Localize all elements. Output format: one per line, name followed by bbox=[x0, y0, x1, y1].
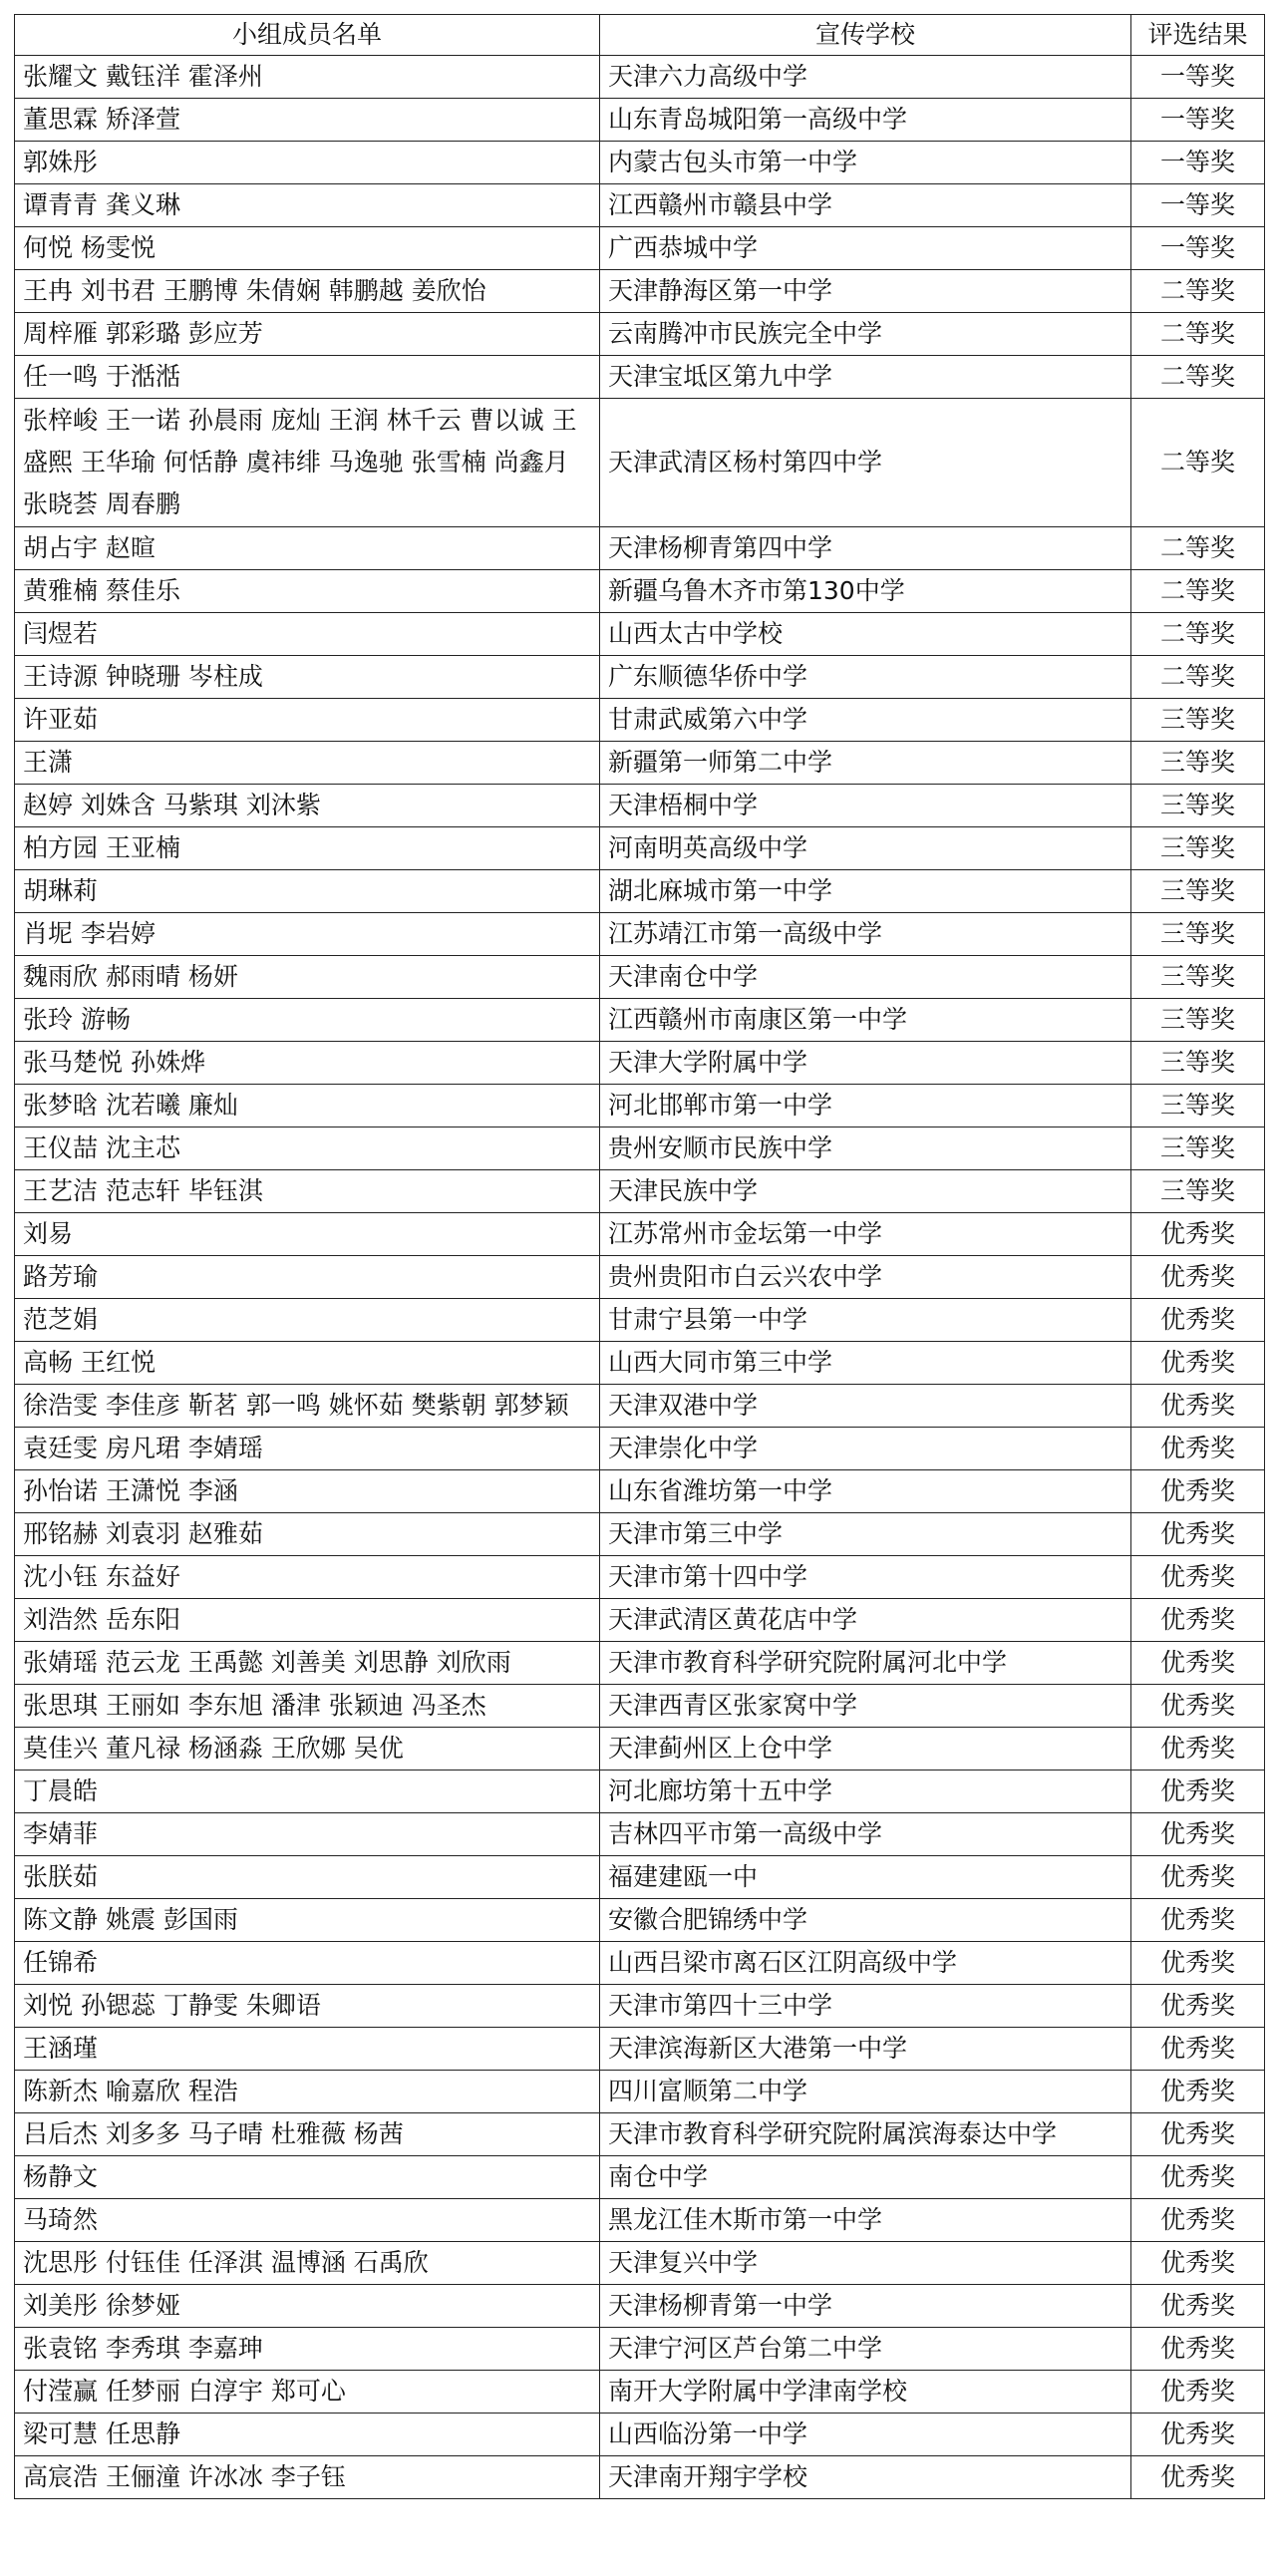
result-cell: 二等奖 bbox=[1131, 613, 1265, 656]
table-row bbox=[15, 1513, 1265, 1556]
school-cell: 天津西青区张家窝中学 bbox=[600, 1685, 1131, 1728]
school-cell: 江西赣州市南康区第一中学 bbox=[600, 999, 1131, 1042]
school-cell: 天津市第十四中学 bbox=[600, 1556, 1131, 1599]
member-names-cell: 刘悦 孙锶蕊 丁静雯 朱卿语 bbox=[15, 1985, 600, 2028]
member-names-cell: 袁廷雯 房凡珺 李婧瑶 bbox=[15, 1428, 600, 1470]
school-cell: 甘肃宁县第一中学 bbox=[600, 1299, 1131, 1342]
result-cell: 三等奖 bbox=[1131, 870, 1265, 913]
member-names-cell: 胡琳莉 bbox=[15, 870, 600, 913]
result-cell: 三等奖 bbox=[1131, 699, 1265, 742]
result-cell: 优秀奖 bbox=[1131, 1599, 1265, 1642]
table-row bbox=[15, 2071, 1265, 2113]
member-names-cell: 付滢赢 任梦丽 白淳宇 郑可心 bbox=[15, 2371, 600, 2414]
member-names-cell: 李婧菲 bbox=[15, 1813, 600, 1856]
result-cell: 二等奖 bbox=[1131, 313, 1265, 356]
result-cell: 一等奖 bbox=[1131, 184, 1265, 227]
table-row bbox=[15, 785, 1265, 827]
school-cell: 广东顺德华侨中学 bbox=[600, 656, 1131, 699]
school-cell: 广西恭城中学 bbox=[600, 227, 1131, 270]
school-cell: 江苏常州市金坛第一中学 bbox=[600, 1213, 1131, 1256]
member-names-cell: 沈思彤 付钰佳 任泽淇 温博涵 石禹欣 bbox=[15, 2242, 600, 2285]
table-row bbox=[15, 1899, 1265, 1942]
school-cell: 天津六力高级中学 bbox=[600, 56, 1131, 99]
school-cell: 河南明英高级中学 bbox=[600, 827, 1131, 870]
table-row bbox=[15, 1085, 1265, 1127]
table-row bbox=[15, 1685, 1265, 1728]
table-row bbox=[15, 2285, 1265, 2328]
result-cell: 优秀奖 bbox=[1131, 2071, 1265, 2113]
table-row bbox=[15, 1813, 1265, 1856]
table-row bbox=[15, 2328, 1265, 2371]
table-row bbox=[15, 613, 1265, 656]
table-row bbox=[15, 227, 1265, 270]
table-row bbox=[15, 1299, 1265, 1342]
table-row bbox=[15, 527, 1265, 570]
school-cell: 吉林四平市第一高级中学 bbox=[600, 1813, 1131, 1856]
result-cell: 二等奖 bbox=[1131, 270, 1265, 313]
result-cell: 二等奖 bbox=[1131, 527, 1265, 570]
member-names-cell: 张袁铭 李秀琪 李嘉珅 bbox=[15, 2328, 600, 2371]
result-cell: 优秀奖 bbox=[1131, 1513, 1265, 1556]
table-row bbox=[15, 356, 1265, 399]
table-row bbox=[15, 1856, 1265, 1899]
school-cell: 山东青岛城阳第一高级中学 bbox=[600, 99, 1131, 142]
school-cell: 天津市教育科学研究院附属滨海泰达中学 bbox=[600, 2113, 1131, 2156]
school-cell: 湖北麻城市第一中学 bbox=[600, 870, 1131, 913]
member-names-cell: 周梓雁 郭彩璐 彭应芳 bbox=[15, 313, 600, 356]
school-cell: 天津民族中学 bbox=[600, 1170, 1131, 1213]
member-names-cell: 郭姝彤 bbox=[15, 142, 600, 184]
school-cell: 天津南开翔宇学校 bbox=[600, 2456, 1131, 2499]
member-names-cell: 王涵瑾 bbox=[15, 2028, 600, 2071]
table-row bbox=[15, 1127, 1265, 1170]
member-names-cell: 张耀文 戴钰洋 霍泽州 bbox=[15, 56, 600, 99]
result-cell: 优秀奖 bbox=[1131, 1256, 1265, 1299]
member-names-cell: 杨静文 bbox=[15, 2156, 600, 2199]
table-row bbox=[15, 1942, 1265, 1985]
member-names-cell: 刘美彤 徐梦娅 bbox=[15, 2285, 600, 2328]
member-names-cell: 张玲 游畅 bbox=[15, 999, 600, 1042]
school-cell: 贵州贵阳市白云兴农中学 bbox=[600, 1256, 1131, 1299]
result-cell: 一等奖 bbox=[1131, 99, 1265, 142]
table-body bbox=[15, 56, 1265, 2499]
result-cell: 优秀奖 bbox=[1131, 2199, 1265, 2242]
result-cell: 优秀奖 bbox=[1131, 2285, 1265, 2328]
member-names-cell: 赵婷 刘姝含 马紫琪 刘沐紫 bbox=[15, 785, 600, 827]
member-names-cell: 陈文静 姚震 彭国雨 bbox=[15, 1899, 600, 1942]
member-names-cell: 王诗源 钟晓珊 岑柱成 bbox=[15, 656, 600, 699]
school-cell: 内蒙古包头市第一中学 bbox=[600, 142, 1131, 184]
member-names-cell: 陈新杰 喻嘉欣 程浩 bbox=[15, 2071, 600, 2113]
member-names-cell: 张马楚悦 孙姝烨 bbox=[15, 1042, 600, 1085]
member-names-cell: 任锦希 bbox=[15, 1942, 600, 1985]
result-cell: 优秀奖 bbox=[1131, 2113, 1265, 2156]
member-names-cell: 柏方园 王亚楠 bbox=[15, 827, 600, 870]
school-cell: 山东省潍坊第一中学 bbox=[600, 1470, 1131, 1513]
table-row bbox=[15, 742, 1265, 785]
member-names-cell: 黄雅楠 蔡佳乐 bbox=[15, 570, 600, 613]
table-row bbox=[15, 2242, 1265, 2285]
school-cell: 安徽合肥锦绣中学 bbox=[600, 1899, 1131, 1942]
school-cell: 河北廊坊第十五中学 bbox=[600, 1771, 1131, 1813]
school-cell: 天津复兴中学 bbox=[600, 2242, 1131, 2285]
member-names-cell: 刘易 bbox=[15, 1213, 600, 1256]
member-names-cell: 董思霖 矫泽萱 bbox=[15, 99, 600, 142]
school-cell: 山西临汾第一中学 bbox=[600, 2414, 1131, 2456]
school-cell: 河北邯郸市第一中学 bbox=[600, 1085, 1131, 1127]
school-cell: 天津双港中学 bbox=[600, 1385, 1131, 1428]
table-row bbox=[15, 699, 1265, 742]
result-cell: 三等奖 bbox=[1131, 827, 1265, 870]
school-cell: 天津南仓中学 bbox=[600, 956, 1131, 999]
header-row bbox=[15, 15, 1265, 56]
table-row bbox=[15, 913, 1265, 956]
member-names-cell: 莫佳兴 董凡禄 杨涵淼 王欣娜 吴优 bbox=[15, 1728, 600, 1771]
member-names-cell: 范芝娟 bbox=[15, 1299, 600, 1342]
result-cell: 优秀奖 bbox=[1131, 1728, 1265, 1771]
table-row bbox=[15, 313, 1265, 356]
school-cell: 天津静海区第一中学 bbox=[600, 270, 1131, 313]
member-names-cell: 王冉 刘书君 王鹏博 朱倩娴 韩鹏越 姜欣怡 bbox=[15, 270, 600, 313]
table-row bbox=[15, 2156, 1265, 2199]
table-row bbox=[15, 2028, 1265, 2071]
result-cell: 三等奖 bbox=[1131, 1170, 1265, 1213]
school-cell: 天津武清区黄花店中学 bbox=[600, 1599, 1131, 1642]
result-cell: 优秀奖 bbox=[1131, 2028, 1265, 2071]
member-names-cell: 路芳瑜 bbox=[15, 1256, 600, 1299]
table-row bbox=[15, 1042, 1265, 1085]
member-names-cell: 魏雨欣 郝雨晴 杨妍 bbox=[15, 956, 600, 999]
result-cell: 优秀奖 bbox=[1131, 2328, 1265, 2371]
school-cell: 山西大同市第三中学 bbox=[600, 1342, 1131, 1385]
table-row bbox=[15, 99, 1265, 142]
member-names-cell: 王艺洁 范志轩 毕钰淇 bbox=[15, 1170, 600, 1213]
member-names-cell: 梁可慧 任思静 bbox=[15, 2414, 600, 2456]
school-cell: 天津杨柳青第一中学 bbox=[600, 2285, 1131, 2328]
result-cell: 三等奖 bbox=[1131, 999, 1265, 1042]
result-cell: 三等奖 bbox=[1131, 1127, 1265, 1170]
table-row bbox=[15, 56, 1265, 99]
member-names-cell: 吕后杰 刘多多 马子晴 杜雅薇 杨茜 bbox=[15, 2113, 600, 2156]
school-cell: 南仓中学 bbox=[600, 2156, 1131, 2199]
table-row bbox=[15, 1470, 1265, 1513]
result-cell: 优秀奖 bbox=[1131, 1771, 1265, 1813]
result-cell: 优秀奖 bbox=[1131, 1685, 1265, 1728]
school-cell: 江苏靖江市第一高级中学 bbox=[600, 913, 1131, 956]
member-names-cell: 马琦然 bbox=[15, 2199, 600, 2242]
result-cell: 优秀奖 bbox=[1131, 2242, 1265, 2285]
result-cell: 优秀奖 bbox=[1131, 1470, 1265, 1513]
result-cell: 三等奖 bbox=[1131, 913, 1265, 956]
table-row bbox=[15, 2113, 1265, 2156]
result-cell: 二等奖 bbox=[1131, 656, 1265, 699]
member-names-cell: 肖坭 李岩婷 bbox=[15, 913, 600, 956]
table-row bbox=[15, 270, 1265, 313]
member-names-cell: 张梦晗 沈若曦 廉灿 bbox=[15, 1085, 600, 1127]
school-cell: 天津蓟州区上仓中学 bbox=[600, 1728, 1131, 1771]
award-list-sheet bbox=[14, 14, 1264, 2499]
table-row bbox=[15, 1985, 1265, 2028]
school-cell: 天津梧桐中学 bbox=[600, 785, 1131, 827]
school-cell: 天津滨海新区大港第一中学 bbox=[600, 2028, 1131, 2071]
school-cell: 贵州安顺市民族中学 bbox=[600, 1127, 1131, 1170]
result-cell: 优秀奖 bbox=[1131, 1385, 1265, 1428]
table-row bbox=[15, 999, 1265, 1042]
member-names-cell: 许亚茹 bbox=[15, 699, 600, 742]
table-row bbox=[15, 184, 1265, 227]
member-names-cell: 王潇 bbox=[15, 742, 600, 785]
result-cell: 优秀奖 bbox=[1131, 2414, 1265, 2456]
header-members: 小组成员名单 bbox=[15, 15, 600, 56]
result-cell: 三等奖 bbox=[1131, 1085, 1265, 1127]
school-cell: 天津大学附属中学 bbox=[600, 1042, 1131, 1085]
result-cell: 优秀奖 bbox=[1131, 1213, 1265, 1256]
school-cell: 黑龙江佳木斯市第一中学 bbox=[600, 2199, 1131, 2242]
result-cell: 一等奖 bbox=[1131, 142, 1265, 184]
table-row bbox=[15, 1771, 1265, 1813]
table-row bbox=[15, 870, 1265, 913]
award-table bbox=[14, 14, 1265, 2499]
result-cell: 三等奖 bbox=[1131, 742, 1265, 785]
school-cell: 江西赣州市赣县中学 bbox=[600, 184, 1131, 227]
school-cell: 天津宁河区芦台第二中学 bbox=[600, 2328, 1131, 2371]
table-row bbox=[15, 2456, 1265, 2499]
table-row bbox=[15, 1342, 1265, 1385]
school-cell: 四川富顺第二中学 bbox=[600, 2071, 1131, 2113]
result-cell: 三等奖 bbox=[1131, 1042, 1265, 1085]
result-cell: 一等奖 bbox=[1131, 227, 1265, 270]
school-cell: 天津市第三中学 bbox=[600, 1513, 1131, 1556]
school-cell: 南开大学附属中学津南学校 bbox=[600, 2371, 1131, 2414]
table-row bbox=[15, 656, 1265, 699]
member-names-cell: 孙怡诺 王潇悦 李涵 bbox=[15, 1470, 600, 1513]
table-row bbox=[15, 1599, 1265, 1642]
table-row bbox=[15, 570, 1265, 613]
table-row bbox=[15, 2199, 1265, 2242]
result-cell: 优秀奖 bbox=[1131, 1813, 1265, 1856]
school-cell: 甘肃武威第六中学 bbox=[600, 699, 1131, 742]
member-names-cell: 刘浩然 岳东阳 bbox=[15, 1599, 600, 1642]
school-cell: 天津市教育科学研究院附属河北中学 bbox=[600, 1642, 1131, 1685]
table-row bbox=[15, 1728, 1265, 1771]
table-row bbox=[15, 1642, 1265, 1685]
table-row bbox=[15, 1256, 1265, 1299]
table-row bbox=[15, 827, 1265, 870]
result-cell: 优秀奖 bbox=[1131, 1642, 1265, 1685]
school-cell: 天津武清区杨村第四中学 bbox=[600, 399, 1131, 527]
result-cell: 优秀奖 bbox=[1131, 1942, 1265, 1985]
table-row bbox=[15, 142, 1265, 184]
result-cell: 三等奖 bbox=[1131, 956, 1265, 999]
result-cell: 优秀奖 bbox=[1131, 1342, 1265, 1385]
result-cell: 优秀奖 bbox=[1131, 2371, 1265, 2414]
school-cell: 新疆乌鲁木齐市第130中学 bbox=[600, 570, 1131, 613]
table-row bbox=[15, 2414, 1265, 2456]
result-cell: 优秀奖 bbox=[1131, 1299, 1265, 1342]
member-names-cell: 胡占宇 赵暄 bbox=[15, 527, 600, 570]
member-names-cell: 王仪喆 沈主芯 bbox=[15, 1127, 600, 1170]
member-names-cell: 谭青青 龚义琳 bbox=[15, 184, 600, 227]
result-cell: 优秀奖 bbox=[1131, 1556, 1265, 1599]
school-cell: 山西吕梁市离石区江阴高级中学 bbox=[600, 1942, 1131, 1985]
member-names-cell: 闫煜若 bbox=[15, 613, 600, 656]
member-names-cell: 高宸浩 王俪潼 许冰冰 李子钰 bbox=[15, 2456, 600, 2499]
table-row bbox=[15, 1213, 1265, 1256]
table-row bbox=[15, 1428, 1265, 1470]
table-row bbox=[15, 1556, 1265, 1599]
member-names-cell: 张婧瑶 范云龙 王禹懿 刘善美 刘思静 刘欣雨 bbox=[15, 1642, 600, 1685]
table-row bbox=[15, 1385, 1265, 1428]
member-names-cell: 丁晨皓 bbox=[15, 1771, 600, 1813]
member-names-cell: 沈小钰 东益好 bbox=[15, 1556, 600, 1599]
table-row bbox=[15, 956, 1265, 999]
school-cell: 天津崇化中学 bbox=[600, 1428, 1131, 1470]
school-cell: 云南腾冲市民族完全中学 bbox=[600, 313, 1131, 356]
member-names-cell: 张梓峻 王一诺 孙晨雨 庞灿 王润 林千云 曹以诚 王盛熙 王华瑜 何恬静 虞祎绯 马逸驰 张雪楠 尚鑫月 张晓荟 周春鹏 bbox=[15, 399, 600, 527]
result-cell: 优秀奖 bbox=[1131, 2156, 1265, 2199]
result-cell: 二等奖 bbox=[1131, 399, 1265, 527]
result-cell: 优秀奖 bbox=[1131, 1856, 1265, 1899]
school-cell: 福建建瓯一中 bbox=[600, 1856, 1131, 1899]
table-row bbox=[15, 399, 1265, 527]
result-cell: 优秀奖 bbox=[1131, 1985, 1265, 2028]
result-cell: 优秀奖 bbox=[1131, 1899, 1265, 1942]
member-names-cell: 张思琪 王丽如 李东旭 潘津 张颖迪 冯圣杰 bbox=[15, 1685, 600, 1728]
member-names-cell: 任一鸣 于湉湉 bbox=[15, 356, 600, 399]
member-names-cell: 张朕茹 bbox=[15, 1856, 600, 1899]
member-names-cell: 高畅 王红悦 bbox=[15, 1342, 600, 1385]
school-cell: 天津杨柳青第四中学 bbox=[600, 527, 1131, 570]
result-cell: 二等奖 bbox=[1131, 570, 1265, 613]
result-cell: 三等奖 bbox=[1131, 785, 1265, 827]
result-cell: 一等奖 bbox=[1131, 56, 1265, 99]
result-cell: 优秀奖 bbox=[1131, 2456, 1265, 2499]
header-school: 宣传学校 bbox=[600, 15, 1131, 56]
member-names-cell: 徐浩雯 李佳彦 靳茗 郭一鸣 姚怀茹 樊紫朝 郭梦颖 bbox=[15, 1385, 600, 1428]
header-result: 评选结果 bbox=[1131, 15, 1265, 56]
table-row bbox=[15, 2371, 1265, 2414]
member-names-cell: 何悦 杨雯悦 bbox=[15, 227, 600, 270]
table-row bbox=[15, 1170, 1265, 1213]
member-names-cell: 邢铭赫 刘袁羽 赵雅茹 bbox=[15, 1513, 600, 1556]
school-cell: 天津市第四十三中学 bbox=[600, 1985, 1131, 2028]
result-cell: 优秀奖 bbox=[1131, 1428, 1265, 1470]
school-cell: 新疆第一师第二中学 bbox=[600, 742, 1131, 785]
school-cell: 山西太古中学校 bbox=[600, 613, 1131, 656]
school-cell: 天津宝坻区第九中学 bbox=[600, 356, 1131, 399]
result-cell: 二等奖 bbox=[1131, 356, 1265, 399]
